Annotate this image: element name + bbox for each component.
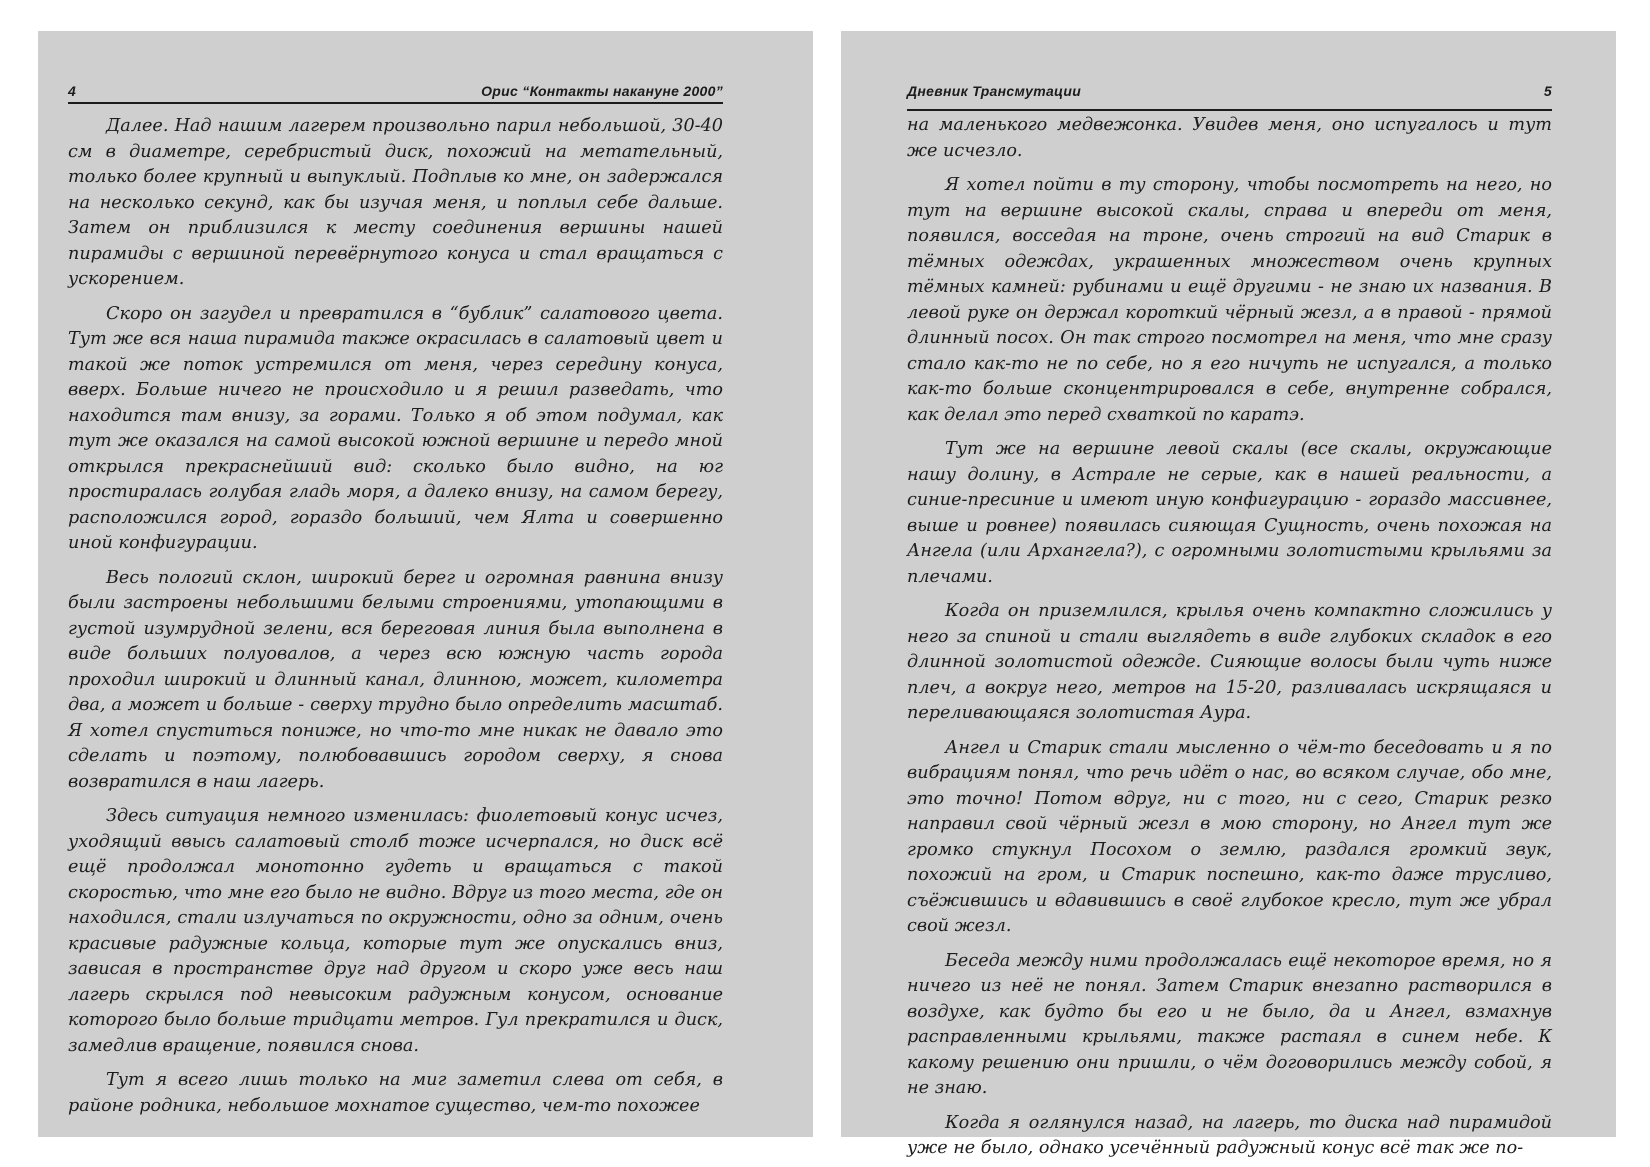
left-header-title: Орис “Контакты накануне 2000” [481, 83, 723, 99]
paragraph: Далее. Над нашим лагерем произвольно парил небольшой, 30-40 см в диаметре, серебристый диск, похожий на метательный, только более крупный и выпуклый. Подплыв ко мне, он задержался на несколько секунд, как бы изучая меня, и поплыл себе дальше. Затем он приблизился к месту соединения вершины нашей пирамиды с вершиной перевёрнутого конуса и стал вращаться с ускорением. [68, 116, 723, 289]
right-page-number: 5 [1543, 83, 1552, 99]
right-header-title: Дневник Трансмутации [907, 83, 1082, 99]
paragraph: Весь пологий склон, широкий берег и огромная равнина внизу были застроены небольшими белыми строениями, утопающими в густой изумрудной зелени, вся береговая линия была выполнена в виде больших полуовалов, а через всю южную часть города проходил широкий и длинный канал, длинною, может, километра два, а может и больше - сверху трудно было определить масштаб. Я хотел спуститься пониже, но что-то мне никак не давало это сделать и поэтому, полюбовавшись городом сверху, я снова возвратился в наш лагерь. [68, 567, 723, 792]
paragraph: Скоро он загудел и превратился в “бублик” салатового цвета. Тут же вся наша пирамида также окрасилась в салатовый цвет и такой же поток устремился от меня, через середину конуса, вверх. Больше ничего не происходило и я решил разведать, что находится там внизу, за горами. Только я об этом подумал, как тут же оказался на самой высокой южной вершине и передо мной открылся прекраснейший вид: сколько было видно, на юг простиралась голубая гладь моря, а далеко внизу, на самом берегу, расположился город, гораздо больший, чем Ялта и совершенно иной конфигурации. [68, 303, 723, 553]
paragraph: на маленького медвежонка. Увидев меня, оно испугалось и тут же исчезло. [907, 115, 1552, 161]
left-body-text [68, 114, 723, 1119]
left-running-head [68, 83, 723, 104]
paragraph: Когда я оглянулся назад, на лагерь, то диска над пирамидой уже не было, однако усечённый радужный конус всё так же по- [907, 1112, 1552, 1158]
right-running-head [907, 83, 1552, 111]
paragraph: Беседа между ними продолжалась ещё некоторое время, но я ничего из неё не понял. Затем Старик внезапно растворился в воздухе, как будто бы его и не было, да и Ангел, взмахнув расправленными крыльями, также растаял в синем небе. К какому решению они пришли, о чём договорились между собой, я не знаю. [907, 950, 1552, 1098]
left-page-number: 4 [68, 83, 77, 99]
paragraph: Здесь ситуация немного изменилась: фиолетовый конус исчез, уходящий ввысь салатовый столб тоже исчерпался, но диск всё ещё продолжал монотонно гудеть и вращаться с такой скоростью, что мне его было не видно. Вдруг из того места, где он находился, стали излучаться по окружности, одно за одним, очень красивые радужные кольца, которые тут же опускались вниз, зависая в пространстве друг над другом и скоро уже весь наш лагерь скрылся под невысоким радужным конусом, основание которого было больше тридцати метров. Гул прекратился и диск, замедлив вращение, появился снова. [68, 806, 723, 1056]
right-page [841, 31, 1616, 1158]
paragraph: Тут я всего лишь только на миг заметил слева от себя, в районе родника, небольшое мохнатое существо, чем-то похожее [68, 1070, 723, 1116]
paragraph: Ангел и Старик стали мысленно о чём-то беседовать и я по вибрациям понял, что речь идёт о нас, во всяком случае, обо мне, это точно! Потом вдруг, ни с того, ни с сего, Старик резко направил свой чёрный жезл в мою сторону, но Ангел тут же громко стукнул Посохом о землю, раздался громкий звук, похожий на гром, и Старик поспешно, как-то даже трусливо, съёжившись и вдавившись в своё глубокое кресло, тут же убрал свой жезл. [907, 737, 1552, 936]
right-body-text [907, 113, 1552, 1162]
paragraph: Я хотел пойти в ту сторону, чтобы посмотреть на него, но тут на вершине высокой скалы, справа и впереди от меня, появился, восседая на троне, очень строгий на вид Старик в тёмных одеждах, украшенных множеством очень крупных тёмных камней: рубинами и ещё другими - не знаю их названия. В левой руке он держал короткий чёрный жезл, а в правой - прямой длинный посох. Он так строго посмотрел на меня, что мне сразу стало как-то не по себе, но я его ничуть не испугался, а только как-то больше сконцентрировался в себе, внутренне собрался, как делал это перед схваткой по каратэ. [907, 175, 1552, 425]
paragraph: Тут же на вершине левой скалы (все скалы, окружающие нашу долину, в Астрале не серые, как в нашей реальности, а синие-пресиние и имеют иную конфигурацию - гораздо массивнее, выше и ровнее) появилась сияющая Сущность, очень похожая на Ангела (или Архангела?), с огромными золотистыми крыльями за плечами. [907, 439, 1552, 587]
left-page [38, 31, 813, 1137]
paragraph: Когда он приземлился, крылья очень компактно сложились у него за спиной и стали выглядеть в виде глубоких складок в его длинной золотистой одежде. Сияющие волосы были чуть ниже плеч, а вокруг него, метров на 15-20, разливалась искрящаяся и переливающаяся золотистая Аура. [907, 601, 1552, 723]
